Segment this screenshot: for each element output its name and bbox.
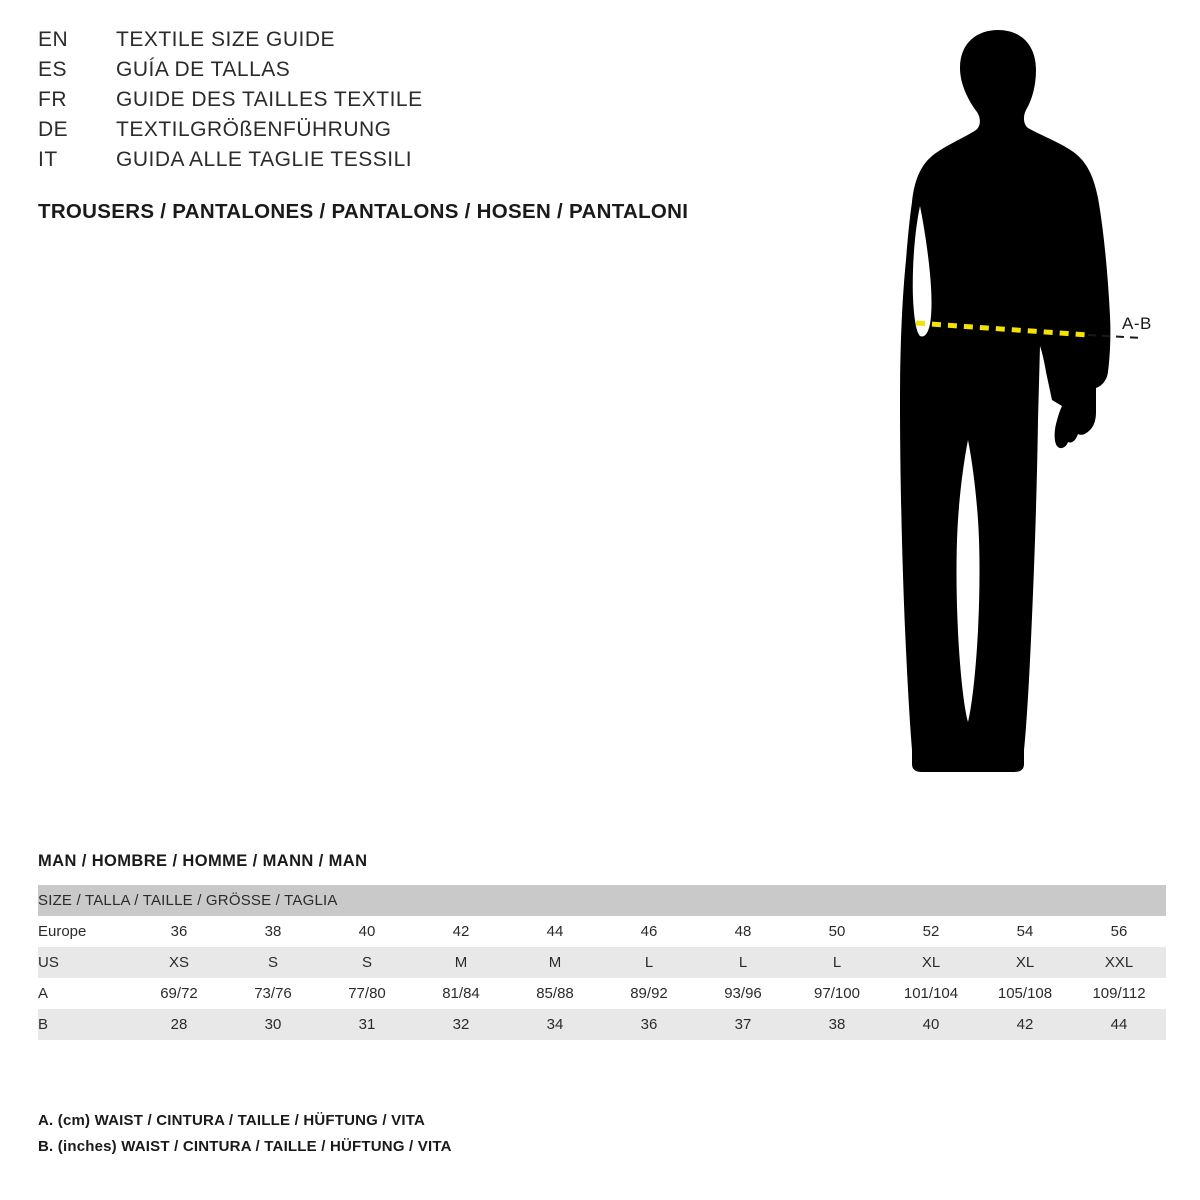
language-code: ES — [38, 58, 68, 81]
table-cell: XXL — [1104, 954, 1134, 971]
size-guide-header — [38, 28, 798, 224]
table-cell: 69/72 — [160, 985, 198, 1002]
language-title: GUIDA ALLE TAGLIE TESSILI — [116, 148, 413, 171]
language-code: DE — [38, 118, 69, 141]
table-cell: XS — [168, 954, 189, 971]
table-cell: 31 — [358, 1016, 376, 1033]
table-cell: 36 — [640, 1016, 658, 1033]
row-label: A — [38, 985, 49, 1002]
table-cell: 30 — [264, 1016, 282, 1033]
table-cell: 36 — [170, 923, 188, 940]
table-cell: S — [267, 954, 278, 971]
language-title: GUÍA DE TALLAS — [116, 58, 291, 81]
table-cell: 85/88 — [536, 985, 574, 1002]
language-title: TEXTILGRÖßENFÜHRUNG — [116, 118, 392, 141]
table-cell: 44 — [1110, 1016, 1128, 1033]
table-cell: 34 — [546, 1016, 564, 1033]
table-header-row — [38, 885, 1166, 916]
table-cell: 38 — [828, 1016, 846, 1033]
footnotes — [38, 1108, 938, 1160]
language-code: EN — [38, 28, 69, 51]
table-cell: 97/100 — [814, 985, 860, 1002]
table-cell: 40 — [922, 1016, 940, 1033]
row-label: Europe — [38, 923, 87, 940]
table-cell: 40 — [358, 923, 376, 940]
table-cell: 81/84 — [442, 985, 480, 1002]
table-cell: 48 — [734, 923, 752, 940]
row-label: US — [38, 954, 59, 971]
table-cell: 105/108 — [997, 985, 1053, 1002]
footnote-a: A. (cm) WAIST / CINTURA / TAILLE / HÜFTUNG / VITA — [38, 1112, 426, 1129]
language-row — [38, 28, 798, 58]
table-cell: L — [832, 954, 842, 971]
table-cell: M — [548, 954, 562, 971]
table-cell: L — [644, 954, 654, 971]
table-cell: 50 — [828, 923, 846, 940]
table-cell: 42 — [1016, 1016, 1034, 1033]
garment-type-label: TROUSERS / PANTALONES / PANTALONS / HOSEN / PANTALONI — [38, 200, 689, 223]
table-section-label: MAN / HOMBRE / HOMME / MANN / MAN — [38, 852, 368, 870]
table-cell: XL — [921, 954, 941, 971]
language-row — [38, 88, 798, 118]
table-cell: 77/80 — [348, 985, 386, 1002]
table-cell: M — [454, 954, 468, 971]
language-code: FR — [38, 88, 67, 111]
table-cell: 109/112 — [1092, 985, 1146, 1002]
language-row — [38, 58, 798, 88]
table-cell: L — [738, 954, 748, 971]
table-cell: 38 — [264, 923, 282, 940]
table-cell: 42 — [452, 923, 470, 940]
table-row — [38, 916, 1166, 947]
table-cell: 46 — [640, 923, 658, 940]
language-title: TEXTILE SIZE GUIDE — [116, 28, 336, 51]
table-cell: 73/76 — [254, 985, 292, 1002]
table-cell: XL — [1015, 954, 1035, 971]
table-cell: 101/104 — [903, 985, 959, 1002]
table-cell: 37 — [734, 1016, 752, 1033]
table-row — [38, 978, 1166, 1009]
table-cell: 44 — [546, 923, 564, 940]
table-cell: 89/92 — [630, 985, 668, 1002]
size-table-section — [38, 852, 1166, 1040]
language-row — [38, 118, 798, 148]
table-header-label: SIZE / TALLA / TAILLE / GRÖSSE / TAGLIA — [38, 892, 338, 909]
table-cell: 52 — [922, 923, 940, 940]
row-label: B — [38, 1016, 49, 1033]
language-title: GUIDE DES TAILLES TEXTILE — [116, 88, 423, 111]
table-cell: 56 — [1110, 923, 1128, 940]
table-cell: 93/96 — [724, 985, 762, 1002]
size-table — [38, 885, 1166, 1040]
footnote-b: B. (inches) WAIST / CINTURA / TAILLE / HÜFTUNG / VITA — [38, 1138, 452, 1155]
silhouette-shape — [900, 30, 1110, 772]
language-row — [38, 148, 798, 178]
table-cell: 32 — [452, 1016, 470, 1033]
body-silhouette-figure — [820, 20, 1180, 800]
language-code: IT — [38, 148, 58, 171]
table-cell: 54 — [1016, 923, 1034, 940]
table-cell: 28 — [170, 1016, 188, 1033]
measurement-label-ab: A-B — [1122, 314, 1152, 333]
table-cell: S — [361, 954, 372, 971]
table-row — [38, 1009, 1166, 1040]
table-row — [38, 947, 1166, 978]
